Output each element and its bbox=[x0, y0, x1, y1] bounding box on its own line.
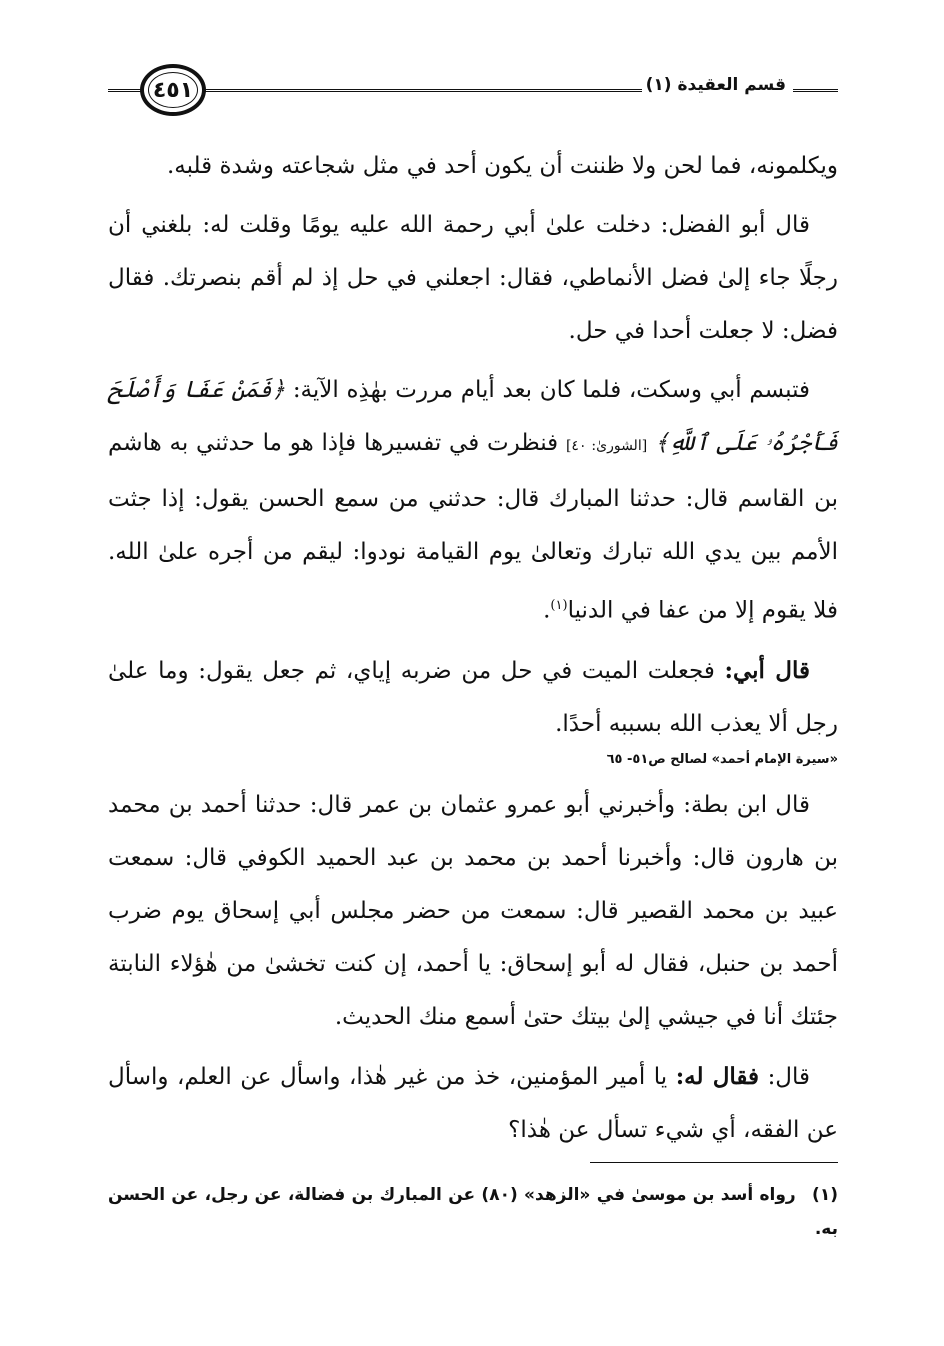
paragraph-4-lead: قال أبي: bbox=[724, 656, 810, 684]
page-header bbox=[108, 62, 838, 122]
paragraph-4-body: فجعلت الميت في حل من ضربه إياي، ثم جعل يقول: وما علىٰ رجل ألا يعذب الله بسببه أحدًا. bbox=[108, 657, 838, 737]
paragraph-4 bbox=[108, 644, 838, 751]
paragraph-6-intro: قال: bbox=[767, 1063, 811, 1090]
paragraph-3-end: . bbox=[543, 597, 551, 624]
quran-verse: ﴿فَمَنْ عَفَا وَأَصْلَحَ فَأَجْرُهُۥ عَلَى ٱللَّهِ﴾ bbox=[108, 377, 839, 456]
paragraph-6 bbox=[108, 1050, 838, 1157]
header-rule-left bbox=[108, 89, 144, 92]
paragraph-3-body: فنظرت في تفسيرها فإذا هو ما حدثني به هاشم بن القاسم قال: حدثنا المبارك قال: حدثني من سمع الحسن يقول: إذا جثت الأمم بين يدي الله تبارك وتعالىٰ يوم القيامة نودوا: ليقم من أجره علىٰ الله. فلا يقوم إلا من عفا في الدنيا bbox=[108, 430, 838, 624]
paragraph-6-body: يا أمير المؤمنين، خذ من غير هٰذا، واسأل عن العلم، واسأل عن الفقه، أي شيء تسأل عن هٰذا؟ bbox=[108, 1063, 838, 1143]
paragraph-2: قال أبو الفضل: دخلت علىٰ أبي رحمة الله عليه يومًا وقلت له: بلغني أن رجلًا جاء إلىٰ فضل الأنماطي، فقال: اجعلني في حل إذ لم أقم بنصرتك. فقال فضل: لا جعلت أحدا في حل. bbox=[108, 212, 838, 344]
paragraph-3-intro: فتبسم أبي وسكت، فلما كان بعد أيام مررت بهٰذِه الآية: bbox=[292, 377, 811, 403]
page-number-frame bbox=[140, 64, 206, 116]
footnote-marker-1[interactable]: (١) bbox=[550, 598, 568, 613]
footnote-text: رواه أسد بن موسىٰ في «الزهد» (٨٠) عن المبارك بن فضالة، عن رجل، عن الحسن به. bbox=[108, 1185, 838, 1239]
paragraph-1: ويكلمونه، فما لحن ولا ظننت أن يكون أحد في مثل شجاعته وشدة قلبه. bbox=[166, 153, 838, 179]
header-rule-right bbox=[793, 89, 838, 92]
paragraph-6-bold: فقال له: bbox=[675, 1062, 760, 1090]
paragraph-3 bbox=[108, 364, 838, 638]
main-text bbox=[108, 140, 838, 1163]
footnote bbox=[108, 1178, 838, 1246]
page-number: ٤٥١ bbox=[152, 77, 194, 103]
verse-reference: [الشورىٰ: ٤٠] bbox=[565, 438, 648, 454]
footnote-number: (١) bbox=[812, 1185, 838, 1205]
footnote-separator bbox=[590, 1162, 838, 1163]
paragraph-5: قال ابن بطة: وأخبرني أبو عمرو عثمان بن عمر قال: حدثنا أحمد بن محمد بن هارون قال: وأخبرنا أحمد بن محمد بن عبد الحميد الكوفي قال: سمعت عبيد بن محمد القصير قال: سمعت من حضر مجلس أبي إسحاق يوم ضرب أحمد بن حنبل، فقال له أبو إسحاق: يا أحمد، إن كنت تخشىٰ من هٰؤلاء النابتة جئتك أنا في جيشي إلىٰ بيتك حتىٰ أسمع منك الحديث. bbox=[108, 791, 838, 1030]
source-note: «سيرة الإمام أحمد» لصالح ص٥١- ٦٥ bbox=[606, 751, 838, 767]
running-title: قسم العقيدة (١) bbox=[642, 75, 790, 95]
